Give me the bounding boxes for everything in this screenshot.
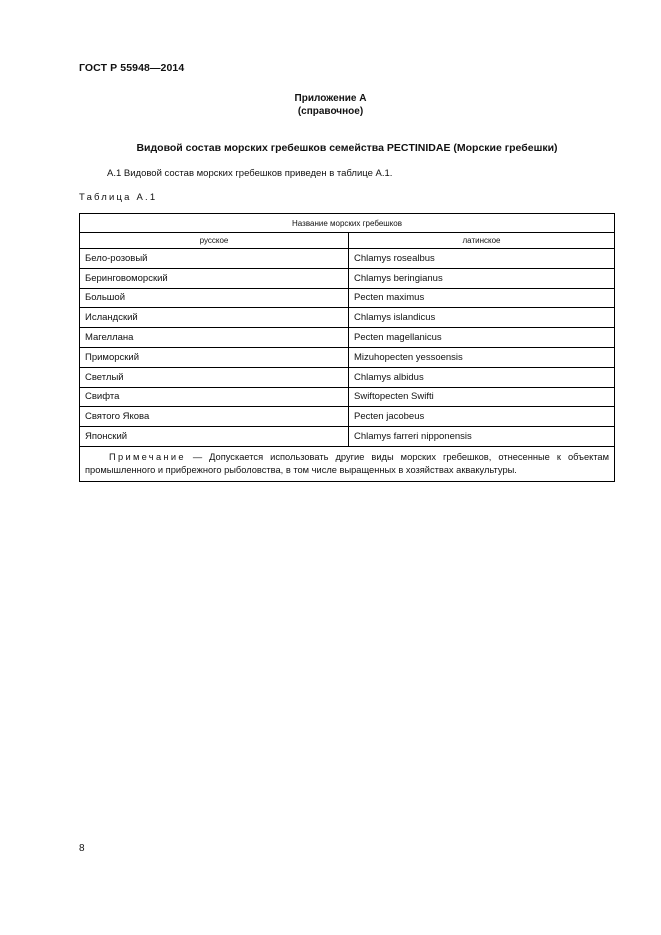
note-text: — Допускается использовать другие виды морских гребешков, отнесенные к объектам промышленного и прибрежного рыболовства, в том числе выращенных в хозяйствах аквакультуры. xyxy=(85,451,609,475)
standard-number: ГОСТ Р 55948—2014 xyxy=(79,62,185,74)
document-title: Видовой состав морских гребешков семейства PECTINIDAE (Морские гребешки) xyxy=(136,142,558,154)
table-header-row xyxy=(80,214,615,233)
table-subheader-row xyxy=(80,233,615,249)
table-row xyxy=(80,367,615,387)
latin-name-cell: Chlamys beringianus xyxy=(349,268,615,288)
latin-name-cell: Chlamys farreri nipponensis xyxy=(349,427,615,447)
latin-name-cell: Pecten maximus xyxy=(349,288,615,308)
latin-name-cell: Swiftopecten Swifti xyxy=(349,387,615,407)
appendix-subtitle: (справочное) xyxy=(297,106,364,117)
appendix-title: Приложение А xyxy=(294,93,367,104)
table-label: Таблица А.1 xyxy=(79,192,158,203)
russian-name-cell: Бело-розовый xyxy=(80,249,349,269)
russian-name-cell: Свифта xyxy=(80,387,349,407)
russian-name-cell: Японский xyxy=(80,427,349,447)
intro-paragraph: А.1 Видовой состав морских гребешков приведен в таблице А.1. xyxy=(107,168,393,179)
latin-name-cell: Chlamys rosealbus xyxy=(349,249,615,269)
russian-name-cell: Магеллана xyxy=(80,328,349,348)
note-label: Примечание xyxy=(109,451,186,462)
table-row xyxy=(80,288,615,308)
latin-name-cell: Chlamys albidus xyxy=(349,367,615,387)
table-row xyxy=(80,328,615,348)
table-header-main: Название морских гребешков xyxy=(80,214,615,233)
russian-name-cell: Святого Якова xyxy=(80,407,349,427)
species-table xyxy=(79,213,615,482)
table-row xyxy=(80,387,615,407)
table-row xyxy=(80,347,615,367)
russian-name-cell: Приморский xyxy=(80,347,349,367)
russian-name-cell: Светлый xyxy=(80,367,349,387)
table-row xyxy=(80,249,615,269)
table-note-row xyxy=(80,446,615,481)
page-number: 8 xyxy=(79,843,85,854)
latin-name-cell: Pecten jacobeus xyxy=(349,407,615,427)
latin-name-cell: Pecten magellanicus xyxy=(349,328,615,348)
russian-name-cell: Большой xyxy=(80,288,349,308)
table-row xyxy=(80,268,615,288)
column-header-russian: русское xyxy=(80,233,349,249)
latin-name-cell: Chlamys islandicus xyxy=(349,308,615,328)
russian-name-cell: Беринговоморский xyxy=(80,268,349,288)
table-note xyxy=(80,446,615,481)
table-row xyxy=(80,308,615,328)
appendix-heading xyxy=(0,92,661,118)
latin-name-cell: Mizuhopecten yessoensis xyxy=(349,347,615,367)
table-row xyxy=(80,407,615,427)
russian-name-cell: Исландский xyxy=(80,308,349,328)
table-row xyxy=(80,427,615,447)
column-header-latin: латинское xyxy=(349,233,615,249)
